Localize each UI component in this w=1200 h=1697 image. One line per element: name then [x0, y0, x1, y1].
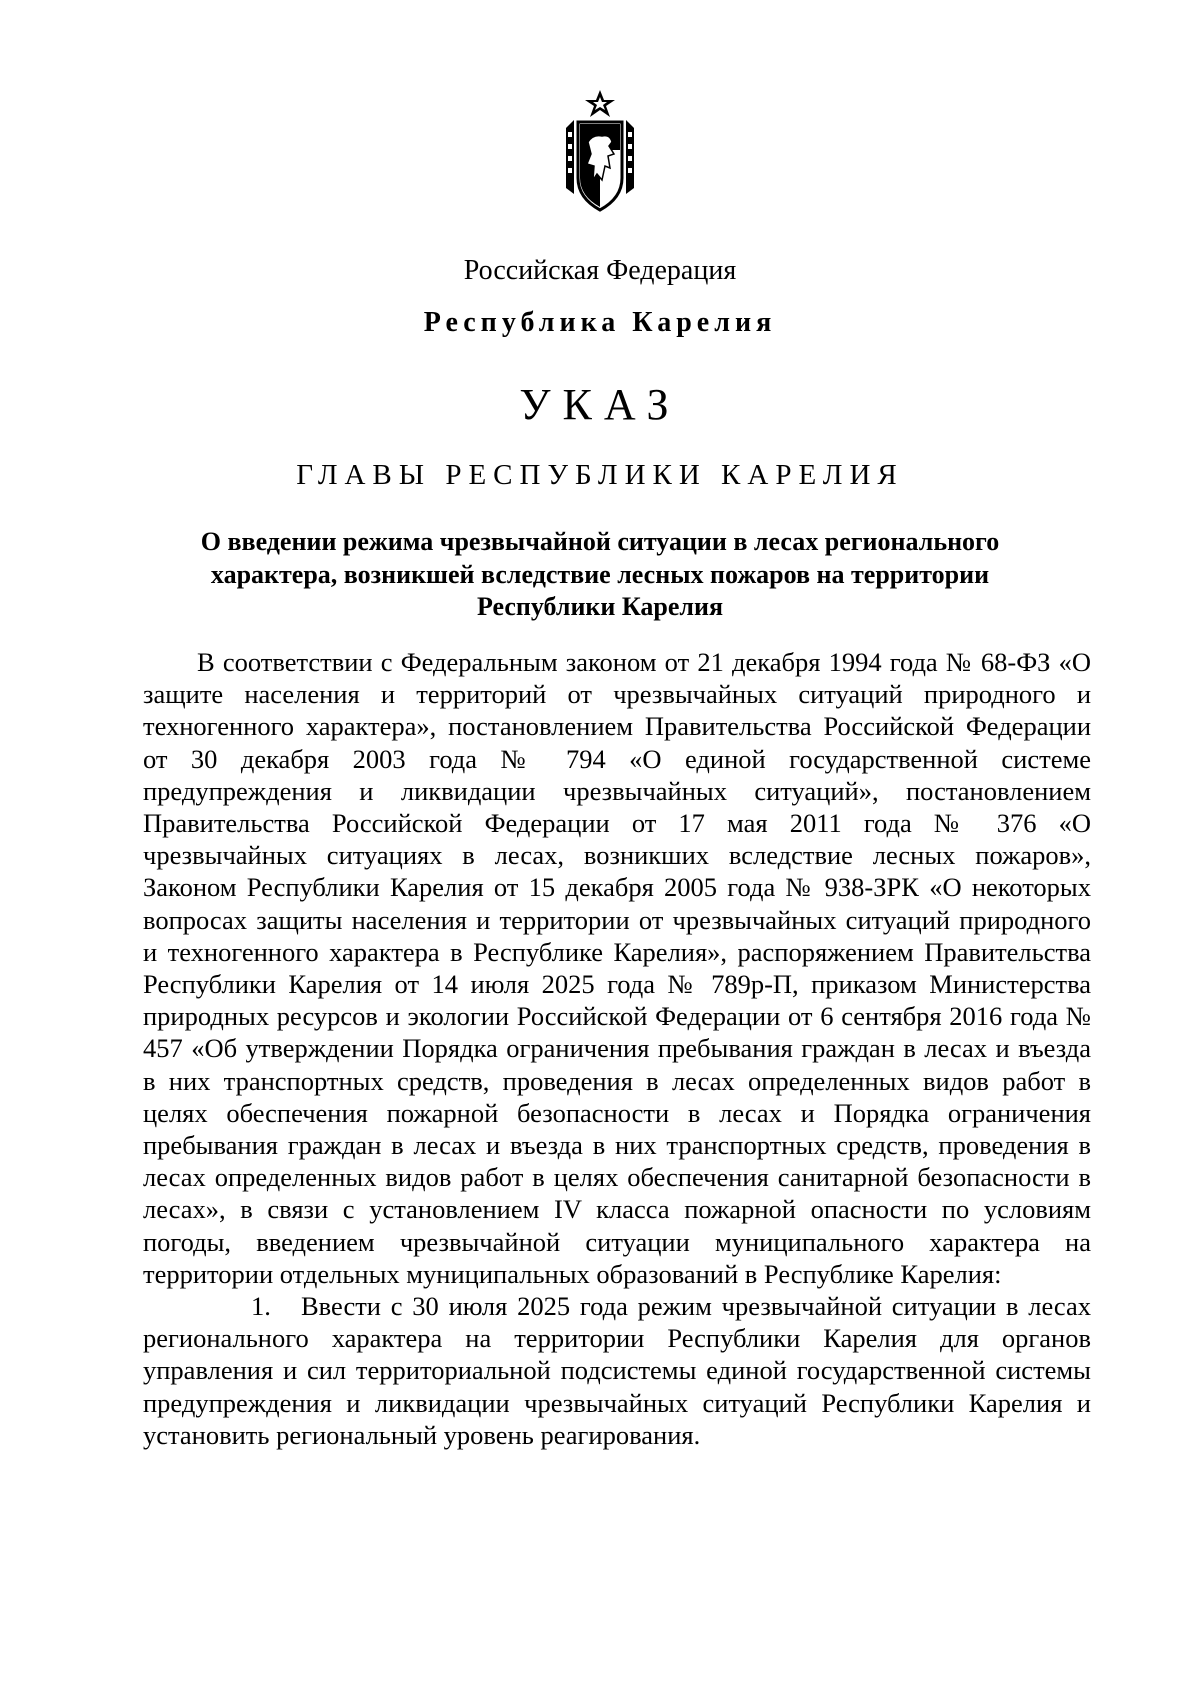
coat-of-arms-emblem [560, 88, 640, 218]
decree-body [143, 646, 1091, 1451]
decree-title-line: О введении режима чрезвычайной ситуации в лесах регионального [200, 527, 1000, 556]
preamble-paragraph: В соответствии с Федеральным законом от 21 декабря 1994 года № 68-ФЗ «О защите населения и территорий от чрезвычайных ситуаций природного и техногенного характера», постановлением Правительства Российской Федерации от 30 декабря 2003 года № 794 «О единой государственной системе предупреждения и ликвидации чрезвычайных ситуаций», постановлением Правительства Российской Федерации от 17 мая 2011 года № 376 «О чрезвычайных ситуациях в лесах, возникших вследствие лесных пожаров», Законом Республики Карелия от 15 декабря 2005 года № 938-ЗРК «О некоторых вопросах защиты населения и территории от чрезвычайных ситуаций природного и техногенного характера в Республике Карелия», распоряжением Правительства Республики Карелия от 14 июля 2025 года № 789р-П, приказом Министерства природных ресурсов и экологии Российской Федерации от 6 сентября 2016 года № 457 «Об утверждении Порядка ограничения пребывания граждан в лесах и въезда в них транспортных средств, проведения в лесах определенных видов работ в целях обеспечения пожарной безопасности в лесах и Порядка ограничения пребывания граждан в лесах и въезда в них транспортных средств, проведения в лесах определенных видов работ в целях обеспечения санитарной безопасности в лесах», в связи с установлением IV класса пожарной опасности по условиям погоды, введением чрезвычайной ситуации муниципального характера на территории отдельных муниципальных образований в Республике Карелия: [143, 647, 1091, 1289]
decree-title-line: Республики Карелия [476, 592, 724, 621]
item-text: Ввести с 30 июля 2025 года режим чрезвычайной ситуации в лесах регионального характера на территории Республики Карелия для органов управления и сил территориальной подсистемы единой государственной системы предупреждения и ликвидации чрезвычайных ситуаций Республики Карелия и установить региональный уровень реагирования. [143, 1291, 1091, 1450]
document-type: УКАЗ [519, 380, 681, 429]
decree-title [150, 526, 1050, 624]
issuing-authority: ГЛАВЫ РЕСПУБЛИКИ КАРЕЛИЯ [296, 459, 904, 491]
country-name: Российская Федерация [463, 255, 737, 286]
item-number: 1. [251, 1291, 271, 1322]
decree-item [143, 1290, 1091, 1451]
decree-title-line: характера, возникшей вследствие лесных пожаров на территории [210, 559, 990, 589]
republic-name: Республика Карелия [423, 307, 777, 338]
